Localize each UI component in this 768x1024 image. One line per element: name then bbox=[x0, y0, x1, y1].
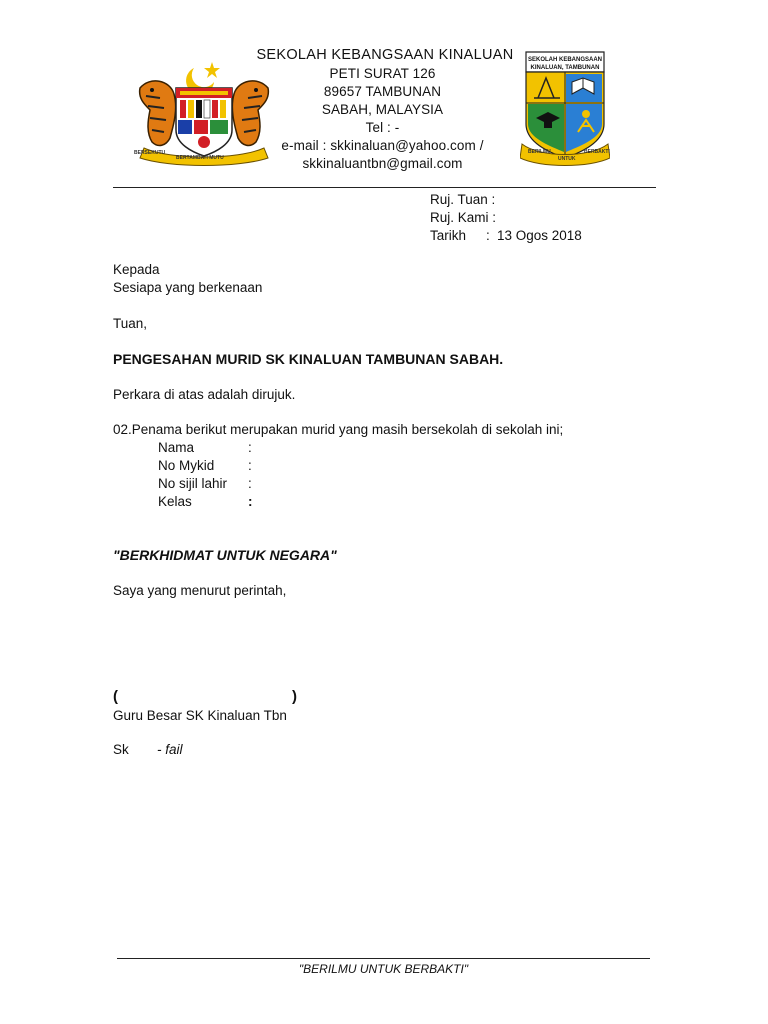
address-line-3: SABAH, MALAYSIA bbox=[321, 102, 444, 117]
crest-motto-right: BERTAMBAH MUTU bbox=[176, 155, 224, 161]
cc-label: Sk bbox=[113, 742, 129, 757]
paragraph-1: Perkara di atas adalah dirujuk. bbox=[113, 387, 296, 402]
ruj-kami: Ruj. Kami : bbox=[430, 210, 497, 225]
field-colon-nama: : bbox=[248, 440, 252, 455]
field-colon-sijil-lahir: : bbox=[248, 476, 252, 491]
crest-ribbon-word-1: BERILMU bbox=[528, 149, 551, 155]
ruj-tuan: Ruj. Tuan : bbox=[430, 192, 496, 207]
address-line-2: 89657 TAMBUNAN bbox=[323, 84, 442, 99]
footer-motto: "BERILMU UNTUK BERBAKTI" bbox=[298, 962, 469, 976]
tarikh-value: 13 Ogos 2018 bbox=[497, 228, 582, 243]
tarikh-colon: : bbox=[486, 228, 490, 243]
field-label-mykid: No Mykid bbox=[158, 458, 215, 473]
tarikh-label: Tarikh bbox=[430, 228, 467, 243]
subject-line: PENGESAHAN MURID SK KINALUAN TAMBUNAN SABAH. bbox=[113, 351, 504, 367]
crest-ribbon-word-2: UNTUK bbox=[558, 156, 576, 162]
slogan: "BERKHIDMAT UNTUK NEGARA" bbox=[113, 547, 337, 563]
crest-ribbon-word-3: BERBAKTI bbox=[584, 149, 610, 155]
signature-close-paren: ) bbox=[292, 688, 297, 705]
field-colon-kelas: : bbox=[248, 494, 253, 509]
crest-motto-left: BERSEKUTU bbox=[134, 150, 166, 156]
email-line-2: skkinaluantbn@gmail.com bbox=[302, 156, 463, 171]
salutation: Tuan, bbox=[113, 316, 148, 331]
email-line-1: e-mail : skkinaluan@yahoo.com / bbox=[281, 138, 484, 153]
closing-line: Saya yang menurut perintah, bbox=[113, 583, 287, 598]
field-label-kelas: Kelas bbox=[158, 494, 192, 509]
signature-open-paren: ( bbox=[113, 688, 118, 705]
signature-title: Guru Besar SK Kinaluan Tbn bbox=[113, 708, 287, 723]
field-label-sijil-lahir: No sijil lahir bbox=[158, 476, 228, 491]
recipient-line-2: Sesiapa yang berkenaan bbox=[113, 280, 263, 295]
paragraph-2: 02.Penama berikut merupakan murid yang masih bersekolah di sekolah ini; bbox=[113, 422, 564, 437]
tel-line: Tel : - bbox=[365, 120, 400, 135]
footer-divider bbox=[117, 958, 650, 959]
field-colon-mykid: : bbox=[248, 458, 252, 473]
address-line-1: PETI SURAT 126 bbox=[329, 66, 436, 81]
recipient-line-1: Kepada bbox=[113, 262, 160, 277]
header-divider bbox=[113, 187, 656, 188]
cc-value: - fail bbox=[157, 742, 183, 757]
school-name: SEKOLAH KEBANGSAAN KINALUAN bbox=[256, 47, 514, 63]
crest-banner-text: SEKOLAH KEBANGSAAN KINALUAN, TAMBUNAN bbox=[528, 57, 603, 71]
field-label-nama: Nama bbox=[158, 440, 195, 455]
